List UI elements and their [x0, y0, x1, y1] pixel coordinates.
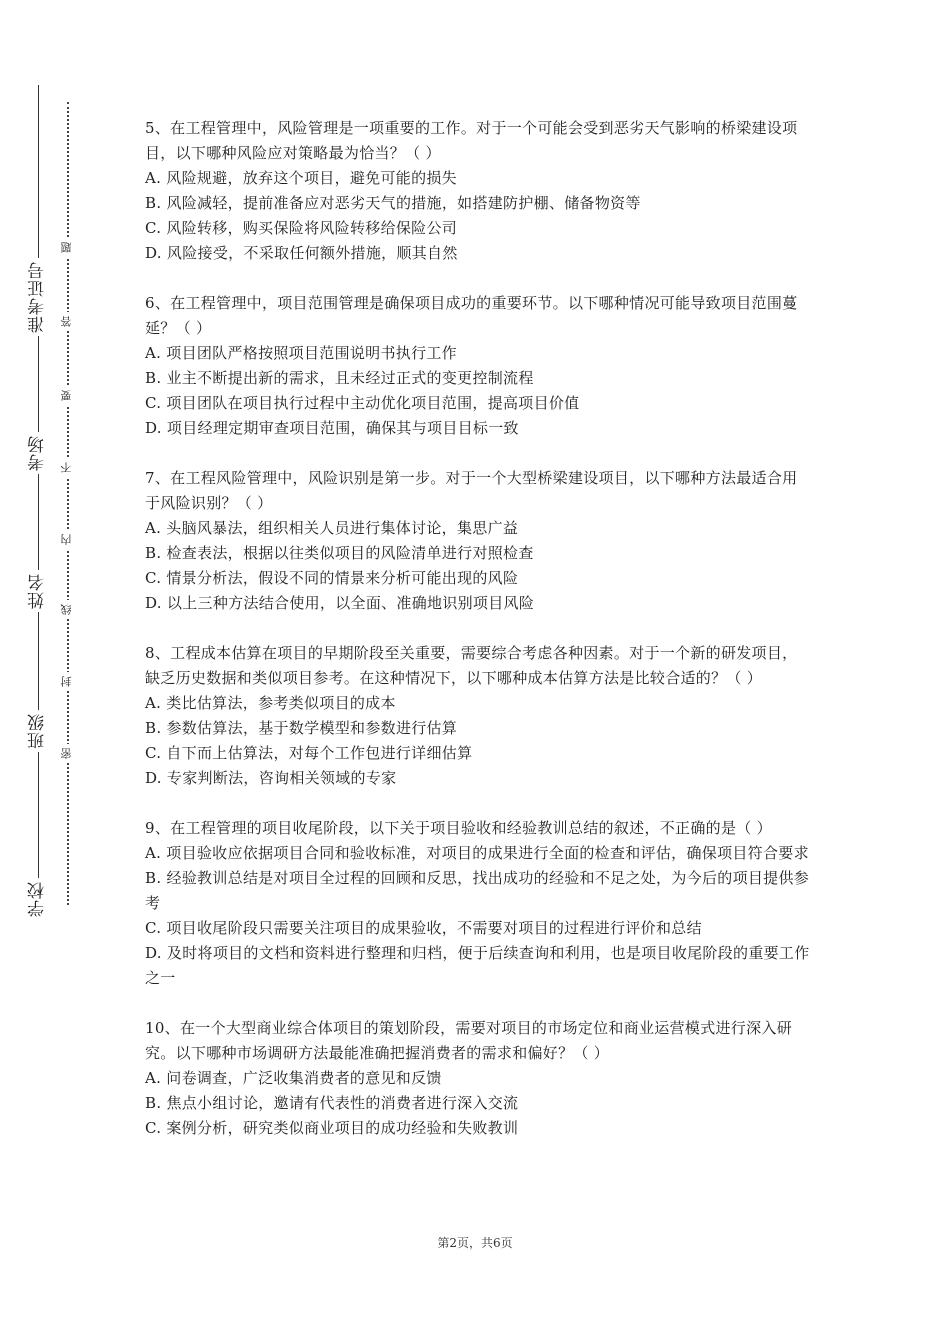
option-c: C. 案例分析，研究类似商业项目的成功经验和失败教训 [145, 1119, 519, 1137]
question-stem: 8、工程成本估算在项目的早期阶段至关重要，需要综合考虑各种因素。对于一个新的研发项目，缺乏历史数据和类似项目参考。在这种情况下，以下哪种成本估算方法是比较合适的？（ ） [145, 644, 798, 687]
question-8 [145, 641, 810, 791]
option-c: C. 项目团队在项目执行过程中主动优化项目范围，提高项目价值 [145, 394, 580, 412]
option-a: A. 项目验收应依据项目合同和验收标准，对项目的成果进行全面的检查和评估，确保项目符合要求 [145, 844, 809, 862]
question-stem: 10、在一个大型商业综合体项目的策划阶段，需要对项目的市场定位和商业运营模式进行深入研究。以下哪种市场调研方法最能准确把握消费者的需求和偏好？（ ） [145, 1019, 792, 1062]
question-9 [145, 816, 810, 991]
binding-margin [0, 0, 110, 1344]
label-exam-room: 考场 [24, 432, 52, 474]
label-class: 班级 [24, 710, 52, 752]
option-b: B. 参数估算法，基于数学模型和参数进行估算 [145, 719, 458, 737]
option-a: A. 类比估算法，参考类似项目的成本 [145, 694, 396, 712]
option-d: D. 及时将项目的文档和资料进行整理和归档，便于后续查询和利用，也是项目收尾阶段的重要工作之一 [145, 944, 810, 987]
option-a: A. 项目团队严格按照项目范围说明书执行工作 [145, 344, 457, 362]
binding-solid-line [38, 85, 39, 905]
seal-char: 题 [59, 238, 75, 257]
option-d: D. 项目经理定期审查项目范围，确保其与项目目标一致 [145, 419, 519, 437]
seal-char: 要 [59, 386, 75, 405]
seal-char: 密 [59, 744, 75, 763]
question-stem: 6、在工程管理中，项目范围管理是确保项目成功的重要环节。以下哪种情况可能导致项目范围蔓延？（ ） [145, 294, 798, 337]
label-name: 姓名 [24, 570, 52, 612]
label-school: 学校 [24, 878, 52, 920]
seal-char: 内 [59, 530, 75, 549]
question-7 [145, 466, 810, 616]
option-b: B. 检查表法，根据以往类似项目的风险清单进行对照检查 [145, 544, 534, 562]
question-stem: 7、在工程风险管理中，风险识别是第一步。对于一个大型桥梁建设项目，以下哪种方法最适合用于风险识别？（ ） [145, 469, 798, 512]
question-stem: 9、在工程管理的项目收尾阶段，以下关于项目验收和经验教训总结的叙述，不正确的是（ ） [145, 819, 772, 837]
option-b: B. 经验教训总结是对项目全过程的回顾和反思，找出成功的经验和不足之处，为今后的项目提供参考 [145, 869, 810, 912]
option-b: B. 业主不断提出新的需求，且未经过正式的变更控制流程 [145, 369, 534, 387]
option-d: D. 风险接受，不采取任何额外措施，顺其自然 [145, 244, 458, 262]
option-c: C. 情景分析法，假设不同的情景来分析可能出现的风险 [145, 569, 519, 587]
option-c: C. 自下而上估算法，对每个工作包进行详细估算 [145, 744, 473, 762]
option-c: C. 风险转移，购买保险将风险转移给保险公司 [145, 219, 458, 237]
seal-char: 封 [59, 672, 75, 691]
page-number: 第2页，共6页 [437, 1236, 513, 1250]
option-b: B. 风险减轻，提前准备应对恶劣天气的措施，如搭建防护棚、储备物资等 [145, 194, 641, 212]
seal-char: 线 [59, 600, 75, 619]
seal-char: 答 [59, 312, 75, 331]
binding-dotted-line [67, 102, 69, 905]
option-c: C. 项目收尾阶段只需要关注项目的成果验收，不需要对项目的过程进行评价和总结 [145, 919, 702, 937]
question-stem: 5、在工程管理中，风险管理是一项重要的工作。对于一个可能会受到恶劣天气影响的桥梁建设项目，以下哪种风险应对策略最为恰当？（ ） [145, 119, 798, 162]
seal-char: 不 [59, 458, 75, 477]
option-d: D. 专家判断法，咨询相关领域的专家 [145, 769, 397, 787]
option-a: A. 问卷调查，广泛收集消费者的意见和反馈 [145, 1069, 442, 1087]
option-b: B. 焦点小组讨论，邀请有代表性的消费者进行深入交流 [145, 1094, 519, 1112]
question-list [145, 116, 810, 1166]
question-6 [145, 291, 810, 441]
label-exam-number: 准考证号 [24, 258, 52, 336]
option-d: D. 以上三种方法结合使用，以全面、准确地识别项目风险 [145, 594, 535, 612]
question-10 [145, 1016, 810, 1141]
question-5 [145, 116, 810, 266]
option-a: A. 头脑风暴法，组织相关人员进行集体讨论，集思广益 [145, 519, 519, 537]
option-a: A. 风险规避，放弃这个项目，避免可能的损失 [145, 169, 457, 187]
